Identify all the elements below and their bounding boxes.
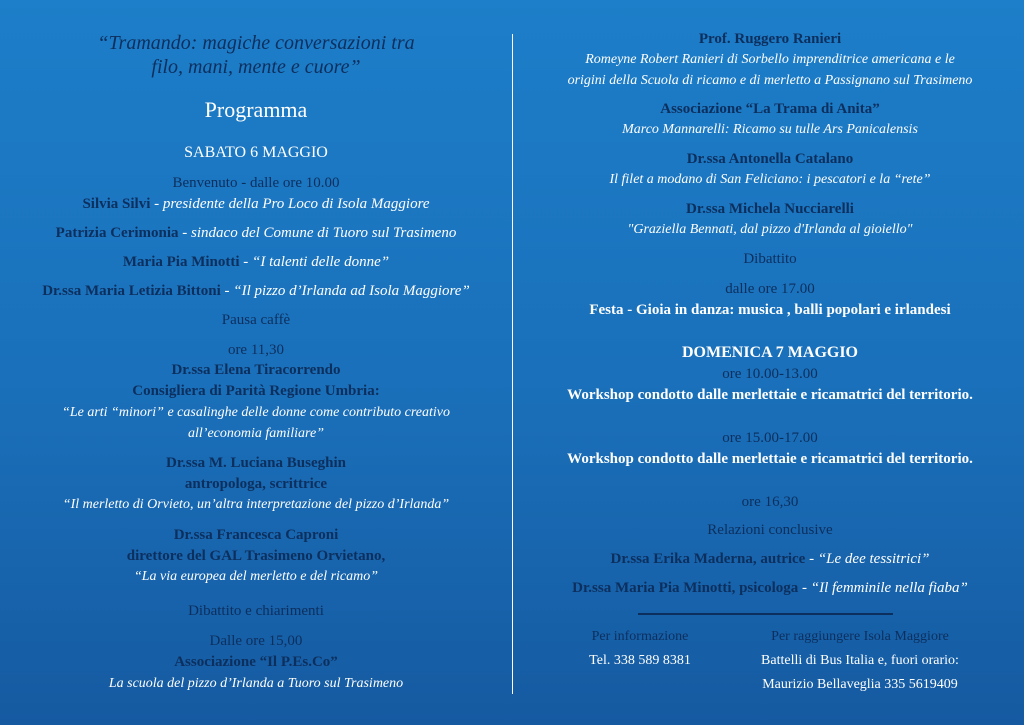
welcome-line: Benvenuto - dalle ore 10.00 [172,175,340,191]
assoc-pesco-talk: La scuola del pizzo d’Irlanda a Tuoro sul Trasimeno [108,676,404,691]
dibattito-chiarimenti: Dibattito e chiarimenti [188,603,324,619]
info-telephone: Tel. 338 589 8381 [589,653,691,668]
talk-caproni: “La via europea del merletto e del ricamo” [133,569,379,584]
programma-heading: Programma [204,97,308,122]
reach-block [730,629,990,693]
speaker-name: Maria Pia Minotti [122,254,240,270]
talk-buseghin: “Il merletto di Orvieto, un’altra interpretazione del pizzo d’Irlanda” [62,497,450,512]
footer-rule [638,613,893,615]
speaker-desc: - “Il femminile nella fiaba” [798,580,968,596]
speaker-desc: - “Il pizzo d’Irlanda ad Isola Maggiore” [220,283,470,299]
speaker-bittoni [0,283,512,300]
speaker-ranieri-name: Prof. Ruggero Ranieri [698,31,842,47]
reach-title: Per raggiungere Isola Maggiore [771,629,949,644]
speaker-minotti-psicologa [516,580,1024,597]
speaker-tiracorrendo-name: Dr.ssa Elena Tiracorrendo [171,362,341,378]
speaker-silvi [0,196,512,213]
talk-nucciarelli: "Graziella Bennati, dal pizzo d'Irlanda al gioiello" [627,222,913,237]
reach-line-1: Battelli di Bus Italia e, fuori orario: [761,653,959,668]
speaker-desc: - “Le dee tessitrici” [805,551,930,567]
speaker-catalano-name: Dr.ssa Antonella Catalano [686,151,854,167]
assoc-trama-talk: Marco Mannarelli: Ricamo su tulle Ars Panicalensis [622,122,918,137]
info-title: Per informazione [591,629,689,644]
day1-heading: SABATO 6 MAGGIO [184,144,328,161]
info-block [560,629,720,669]
speaker-cerimonia [0,225,512,242]
dibattito: Dibattito [743,251,797,267]
talk-ranieri-line-2: origini della Scuola di ricamo e di merletto a Passignano sul Trasimeno [567,73,973,88]
speaker-desc: - sindaco del Comune di Tuoro sul Trasimeno [178,225,457,241]
speaker-desc: - “I talenti delle donne” [239,254,390,270]
time-10-13: ore 10.00-13.00 [722,366,818,382]
speaker-name: Silvia Silvi [82,196,151,212]
speaker-buseghin-name: Dr.ssa M. Luciana Buseghin [166,455,346,471]
speaker-maderna [516,551,1024,568]
reach-line-2: Maurizio Bellaveglia 335 5619409 [762,677,958,692]
speaker-name: Patrizia Cerimonia [55,225,179,241]
speaker-buseghin-role: antropologa, scrittrice [184,476,328,492]
speaker-name: Dr.ssa Erika Maderna, autrice [610,551,806,567]
day2-heading: DOMENICA 7 MAGGIO [682,344,858,361]
festa-line: Festa - Gioia in danza: musica , balli popolari e irlandesi [589,302,951,318]
time-1630: ore 16,30 [741,494,799,510]
time-1700: dalle ore 17.00 [725,281,815,297]
speaker-name: Dr.ssa Maria Letizia Bittoni [42,283,221,299]
speaker-caproni-role: direttore del GAL Trasimeno Orvietano, [126,548,386,564]
assoc-pesco-name: Associazione “Il P.Es.Co” [174,654,338,670]
speaker-caproni-name: Dr.ssa Francesca Caproni [173,527,339,543]
pausa-caffe: Pausa caffè [221,312,291,328]
talk-tiracorrendo-line-1: “Le arti “minori” e casalinghe delle donne come contributo creativo [62,405,450,420]
time-1500: Dalle ore 15,00 [209,633,303,649]
talk-catalano: Il filet a modano di San Feliciano: i pescatori e la “rete” [609,172,931,187]
speaker-desc: - presidente della Pro Loco di Isola Maggiore [150,196,430,212]
talk-ranieri-line-1: Romeyne Robert Ranieri di Sorbello imprenditrice americana e le [585,52,955,67]
speaker-nucciarelli-name: Dr.ssa Michela Nucciarelli [686,201,854,217]
speaker-name: Dr.ssa Maria Pia Minotti, psicologa [572,580,799,596]
workshop-morning: Workshop condotto dalle merlettaie e ricamatrici del territorio. [567,387,973,403]
talk-tiracorrendo-line-2: all’economia familiare” [188,426,324,441]
time-15-17: ore 15.00-17.00 [722,430,818,446]
speaker-minotti [0,254,512,271]
assoc-trama-name: Associazione “La Trama di Anita” [660,101,880,117]
column-divider [512,34,513,694]
speaker-tiracorrendo-role: Consigliera di Parità Regione Umbria: [132,383,380,399]
event-title-line-1: “Tramando: magiche conversazioni tra [97,32,415,54]
workshop-afternoon: Workshop condotto dalle merlettaie e ricamatrici del territorio. [567,451,973,467]
relazioni-conclusive: Relazioni conclusive [707,522,833,538]
event-title-line-2: filo, mani, mente e cuore” [151,56,361,78]
time-1130: ore 11,30 [227,342,285,358]
